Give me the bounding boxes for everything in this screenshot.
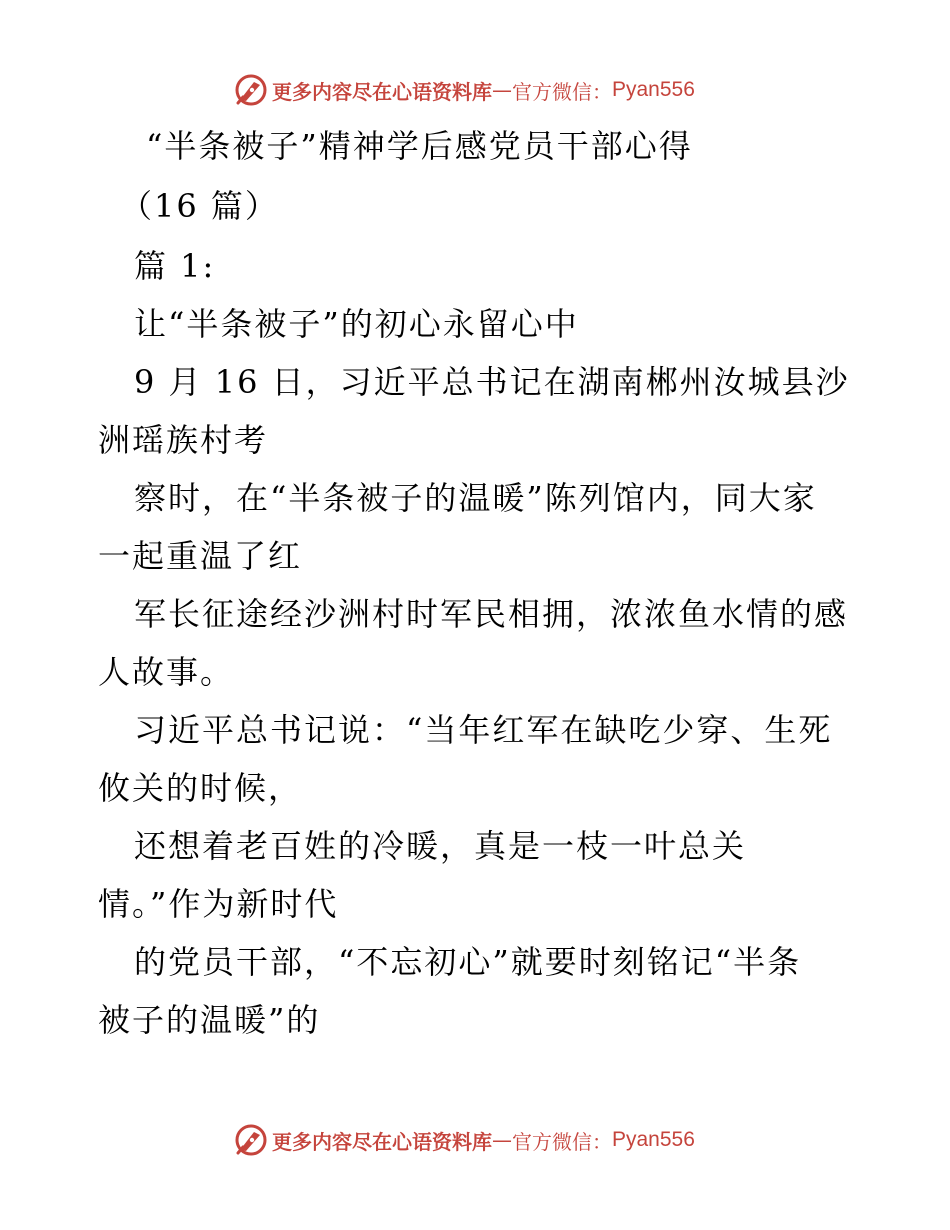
document-title: “半条被子”精神学后感党员干部心得 xyxy=(146,127,693,165)
header-watermark xyxy=(234,72,695,108)
paragraph-line: 洲瑶族村考 xyxy=(98,421,269,459)
paragraph-line: 习近平总书记说：“当年红军在缺吃少穿、生死 xyxy=(134,711,833,749)
paragraph-line: 的党员干部，“不忘初心”就要时刻铭记“半条 xyxy=(134,943,802,981)
watermark-brand: 更多内容尽在心语资料库 xyxy=(272,1129,492,1154)
footer-watermark xyxy=(234,1122,695,1158)
watermark-separator: — xyxy=(492,1128,512,1152)
watermark-label: 官方微信： xyxy=(512,1129,612,1154)
document-subtitle: （16 篇） xyxy=(120,187,279,225)
pen-nib-circle-icon xyxy=(234,73,268,107)
watermark-id: Pyan556 xyxy=(612,1128,695,1151)
paragraph-line: 攸关的时候， xyxy=(98,769,303,807)
watermark-label: 官方微信： xyxy=(512,79,612,104)
paragraph-line: 还想着老百姓的冷暖，真是一枝一叶总关 xyxy=(134,827,747,865)
paragraph-line: 军长征途经沙洲村时军民相拥，浓浓鱼水情的感 xyxy=(134,595,849,633)
section-label: 篇 1: xyxy=(134,247,216,285)
paragraph-line: 一起重温了红 xyxy=(98,537,303,575)
paragraph-line: 察时，在“半条被子的温暖”陈列馆内，同大家 xyxy=(134,479,817,517)
watermark-id: Pyan556 xyxy=(612,78,695,101)
watermark-brand: 更多内容尽在心语资料库 xyxy=(272,79,492,104)
paragraph-line: 情。”作为新时代 xyxy=(98,885,339,923)
paragraph-line: 被子的温暖”的 xyxy=(98,1001,321,1039)
watermark-separator: — xyxy=(492,78,512,102)
section-heading: 让“半条被子”的初心永留心中 xyxy=(134,305,579,343)
paragraph-line: 9 月 16 日，习近平总书记在湖南郴州汝城县沙 xyxy=(134,363,850,401)
paragraph-line: 人故事。 xyxy=(98,653,235,691)
pen-nib-circle-icon xyxy=(234,1123,268,1157)
